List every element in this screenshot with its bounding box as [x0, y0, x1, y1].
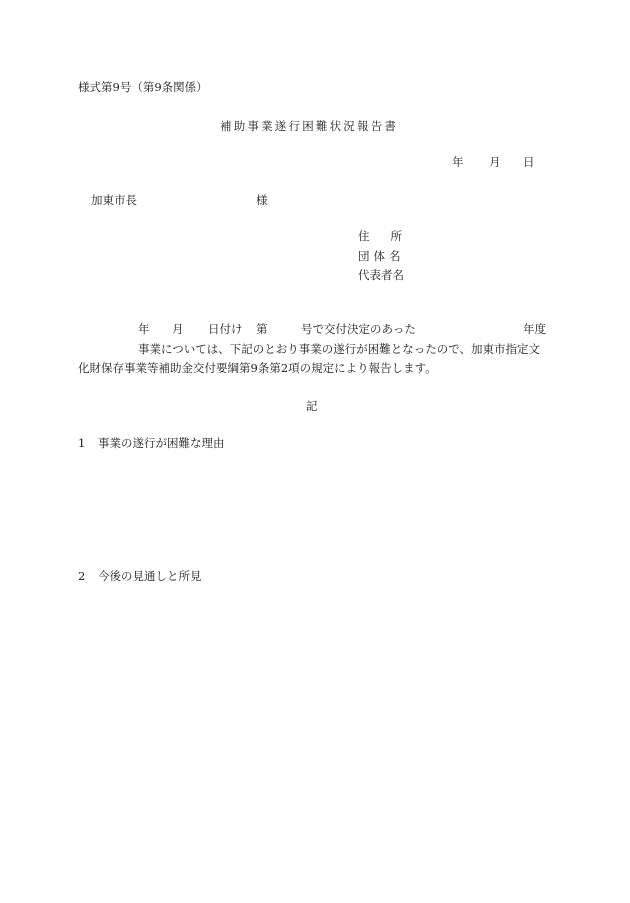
applicant-representative-label: 代表者名	[358, 268, 404, 282]
body-number-prefix: 第	[256, 322, 268, 336]
section-number: 2	[78, 569, 86, 583]
body-text-line-3: 化財保存事業等補助金交付要綱第9条第2項の規定により報告します。	[78, 361, 437, 375]
address-label-part-2: 所	[390, 229, 402, 243]
date-year-label: 年	[452, 155, 464, 169]
addressee-name: 加東市長	[91, 193, 137, 207]
body-text-line-2: 事業については、下記のとおり事業の遂行が困難となったので、加東市指定文	[138, 342, 541, 356]
ki-heading: 記	[306, 399, 318, 413]
body-year-label: 年	[138, 322, 150, 336]
body-fiscal-year-label: 年度	[523, 322, 546, 336]
body-month-label: 月	[172, 322, 184, 336]
section-title: 事業の遂行が困難な理由	[98, 436, 225, 450]
form-number: 様式第9号（第9条関係）	[78, 80, 208, 94]
section-title: 今後の見通しと所見	[98, 569, 202, 583]
document-title: 補助事業遂行困難状況報告書	[220, 119, 399, 133]
section-1-heading	[78, 438, 225, 450]
body-decision-text: 号で交付決定のあった	[301, 322, 416, 336]
section-number: 1	[78, 436, 86, 450]
date-day-label: 日	[523, 155, 535, 169]
applicant-organization-label: 団体名	[358, 249, 405, 263]
applicant-address-label	[358, 231, 402, 243]
addressee-honorific: 様	[256, 193, 268, 207]
body-dated-label: 日付け	[208, 322, 243, 336]
date-month-label: 月	[489, 155, 501, 169]
address-label-part-1: 住	[358, 229, 370, 243]
section-2-heading	[78, 571, 202, 583]
